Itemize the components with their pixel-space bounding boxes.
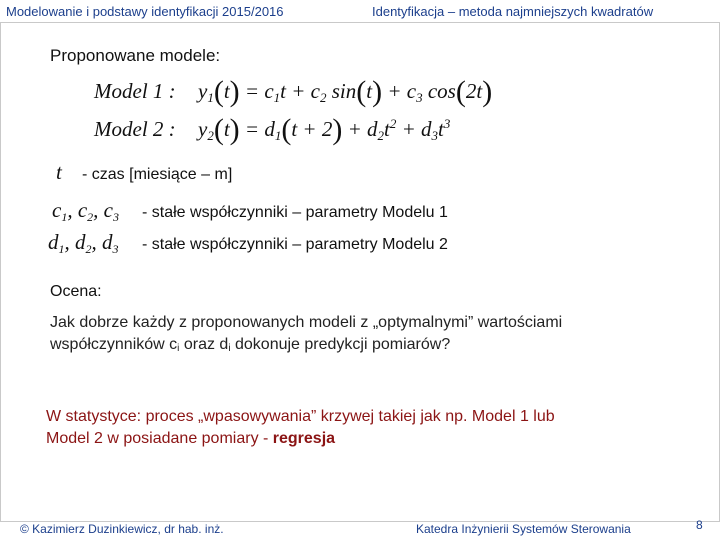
slide-border-left <box>0 22 1 522</box>
variable-t-symbol: t <box>56 160 62 184</box>
header-divider <box>0 22 720 23</box>
footer-department: Katedra Inżynierii Systemów Sterowania <box>416 522 631 536</box>
model-2-label: Model 2 : <box>94 117 176 141</box>
variable-d <box>48 230 448 257</box>
regression-term: regresja <box>272 430 336 447</box>
header-topic-title: Identyfikacja – metoda najmniejszych kwadratów <box>372 4 654 19</box>
variable-d-symbol: $d_1$, $d_2$, $d_3$ <box>48 230 119 256</box>
evaluation-question: Jak dobrze każdy z proponowanych modeli z „optymalnymi” wartościami współczynników $c_i$ oraz $d_i$ dokonuje predykcji pomiarów? <box>50 314 563 354</box>
variable-d-description: - stałe współczynniki – parametry Modelu 2 <box>142 236 448 253</box>
variable-c <box>52 198 448 225</box>
model-1-label: Model 1 : <box>94 79 176 103</box>
models-heading: Proponowane modele: <box>50 46 221 65</box>
variable-c-symbol: $c_1$, $c_2$, $c_3$ <box>52 198 119 224</box>
variable-t-description: - czas [miesiące – m] <box>82 166 233 183</box>
page-number: 8 <box>696 518 703 532</box>
evaluation-heading: Ocena: <box>50 283 102 300</box>
model-2-formula: $y_2(t) = d_1(t + 2) + d_2t^2 + d_3t^3$ <box>198 113 451 146</box>
variable-c-description: - stałe współczynniki – parametry Modelu 1 <box>142 204 448 221</box>
regression-statement: W statystyce: proces „wpasowywania” krzywej takiej jak np. Model 1 lub Model 2 w posiadane pomiary - regresja <box>46 408 555 447</box>
variable-t <box>56 160 232 185</box>
footer-author: © Kazimierz Duzinkiewicz, dr hab. inż. <box>20 522 224 536</box>
model-1-formula: $y_1(t) = c_1t + c_2$ $\sin(t) + c_3$ cos(2t) <box>198 75 493 108</box>
model-1-equation <box>94 77 492 107</box>
header-course-title: Modelowanie i podstawy identyfikacji 2015/2016 <box>6 4 284 19</box>
model-2-equation <box>94 115 450 145</box>
